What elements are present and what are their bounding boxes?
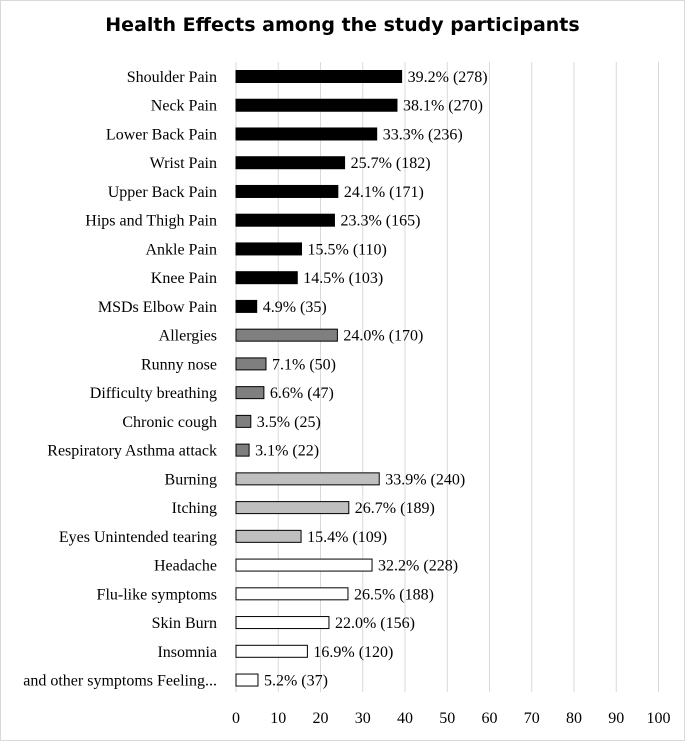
x-axis-ticks — [232, 710, 671, 727]
data-label: 6.6% (47) — [269, 385, 334, 403]
category-label: Insomnia — [157, 643, 217, 661]
data-label: 38.1% (270) — [402, 97, 483, 115]
category-labels — [23, 69, 217, 690]
data-label: 23.3% (165) — [340, 212, 421, 230]
data-label: 26.7% (189) — [354, 500, 435, 518]
data-label: 24.0% (170) — [343, 327, 424, 345]
chart-title: Health Effects among the study participants — [105, 14, 580, 36]
category-label: Allergies — [158, 327, 217, 345]
x-tick-label: 0 — [232, 710, 240, 727]
bar — [236, 99, 397, 111]
data-label: 26.5% (188) — [353, 586, 434, 604]
bar — [236, 559, 372, 571]
category-label: Itching — [171, 500, 217, 518]
data-label: 39.2% (278) — [407, 69, 488, 86]
bar — [236, 530, 301, 542]
category-label: Ankle Pain — [145, 241, 217, 259]
category-label: Neck Pain — [150, 97, 217, 115]
category-label: Hips and Thigh Pain — [85, 212, 217, 230]
data-label: 33.9% (240) — [385, 471, 466, 489]
x-tick-label: 100 — [646, 710, 671, 727]
category-label: Headache — [153, 557, 217, 575]
data-label: 16.9% (120) — [313, 643, 394, 661]
bar — [236, 588, 348, 600]
bar — [236, 329, 337, 341]
data-label: 7.1% (50) — [271, 356, 336, 374]
category-label: Flu-like symptoms — [96, 586, 217, 604]
category-label: Respiratory Asthma attack — [47, 442, 217, 460]
category-label: Difficulty breathing — [89, 385, 217, 403]
data-label: 24.1% (171) — [343, 183, 424, 201]
x-tick-label: 40 — [397, 710, 413, 727]
category-label: Knee Pain — [150, 270, 217, 288]
bar — [236, 645, 307, 657]
data-label: 15.5% (110) — [307, 241, 387, 259]
x-tick-label: 90 — [608, 710, 625, 727]
bar — [236, 473, 379, 485]
x-tick-label: 30 — [354, 710, 371, 727]
data-label: 5.2% (37) — [263, 672, 328, 690]
category-label: Skin Burn — [151, 615, 217, 633]
bar — [236, 617, 329, 629]
bar — [236, 243, 301, 255]
x-tick-label: 10 — [270, 710, 287, 727]
bar — [236, 674, 258, 686]
bar — [236, 157, 345, 169]
category-label: MSDs Elbow Pain — [97, 298, 217, 316]
bar — [236, 387, 264, 399]
bar — [236, 272, 297, 284]
bar — [236, 415, 251, 427]
data-label: 25.7% (182) — [350, 155, 431, 173]
bar — [236, 185, 338, 197]
data-label: 3.1% (22) — [255, 442, 320, 460]
x-tick-label: 70 — [523, 710, 540, 727]
data-label: 22.0% (156) — [334, 615, 415, 633]
data-label: 14.5% (103) — [303, 270, 384, 288]
bar — [236, 444, 249, 456]
data-label: 33.3% (236) — [382, 126, 463, 144]
category-label: and other symptoms Feeling... — [23, 672, 217, 690]
data-label: 3.5% (25) — [256, 413, 321, 431]
bar — [236, 502, 349, 514]
data-label: 4.9% (35) — [262, 298, 327, 316]
category-label: Burning — [164, 471, 217, 489]
category-label: Chronic cough — [122, 413, 217, 431]
x-tick-label: 50 — [439, 710, 456, 727]
x-tick-label: 80 — [566, 710, 582, 727]
category-label: Eyes Unintended tearing — [58, 528, 217, 546]
bar — [236, 214, 334, 226]
category-label: Runny nose — [141, 356, 217, 374]
bar — [236, 358, 266, 370]
category-label: Shoulder Pain — [126, 69, 217, 86]
category-label: Wrist Pain — [149, 155, 217, 173]
x-tick-label: 60 — [481, 710, 498, 727]
category-label: Upper Back Pain — [107, 183, 217, 201]
bar — [236, 71, 402, 83]
data-label: 32.2% (228) — [378, 557, 459, 575]
category-label: Lower Back Pain — [105, 126, 217, 144]
bar — [236, 300, 257, 312]
data-label: 15.4% (109) — [307, 528, 388, 546]
bar — [236, 128, 377, 140]
x-tick-label: 20 — [312, 710, 329, 727]
